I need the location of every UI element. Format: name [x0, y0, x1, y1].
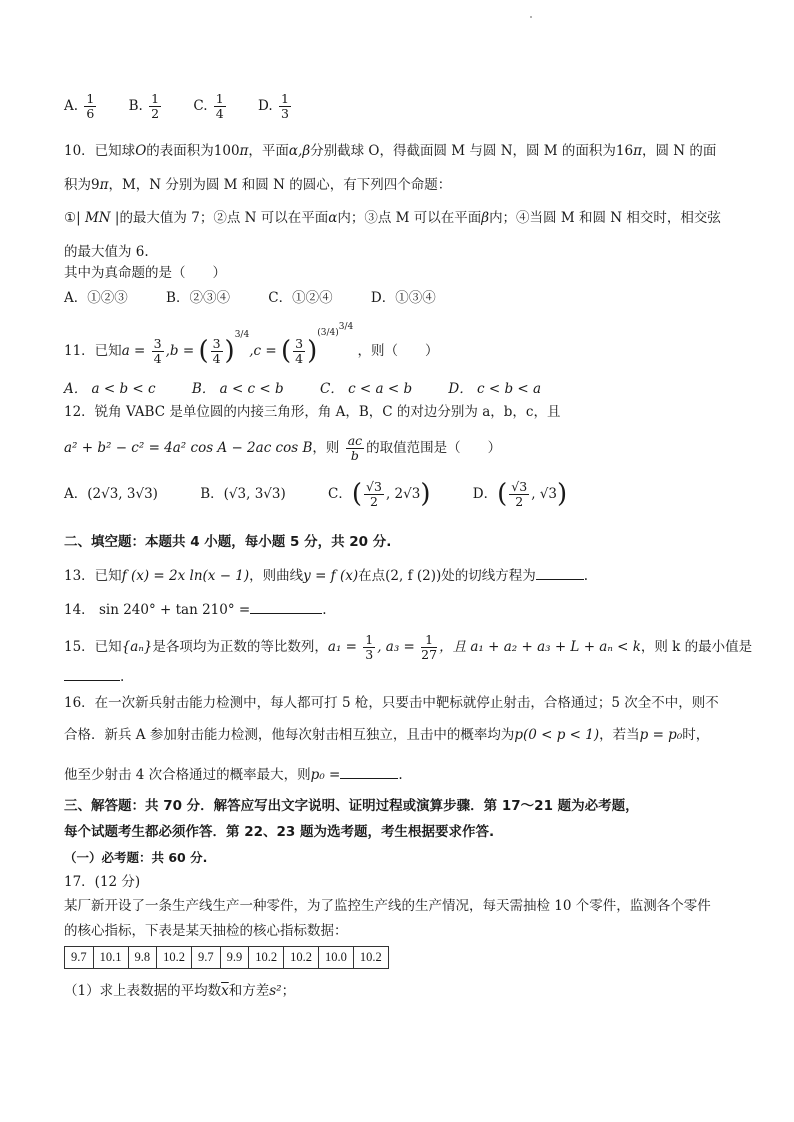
q9-option-c-label: C.	[193, 97, 208, 114]
q16-answer-blank	[340, 766, 398, 779]
section-3-heading-2: 每个试题考生都必须作答．第 22、23 题为选考题，考生根据要求作答.	[64, 824, 495, 840]
q12-option-b: B．(√3, 3√3)	[200, 485, 286, 502]
q12-line-1: 12．锐角 VABC 是单位圆的内接三角形，角 A，B，C 的对边分别为 a，b，c，且	[64, 404, 561, 420]
q10-option-b: B．②③④	[166, 290, 230, 306]
q17-line-1: 某厂新开设了一条生产线生产一种零件，为了监控生产线的生产情况，每天需抽检 10 个零件，监测各个零件	[64, 898, 711, 914]
q17-header: 17．(12 分)	[64, 874, 141, 890]
q14-answer-blank	[250, 601, 322, 614]
q10-line-2: 积为9π，M，N 分别为圆 M 和圆 N 的圆心，有下列四个命题：	[64, 177, 452, 193]
q12-options	[64, 480, 593, 509]
q9-option-d-frac: $\frac{1}{3}$	[280, 91, 289, 121]
q15-answer-blank	[64, 668, 120, 681]
q15-stem: 15．已知{aₙ}是各项均为正数的等比数列，a₁ = $\frac{1}{3}$ , a₃ = $\frac{1}{27}$ ，且 a₁ + a₂ + a₃ + L + aₙ < k，则 k 的最小值是	[64, 632, 753, 662]
q16-line-3: 他至少射击 4 次合格通过的概率最大，则p₀ = .	[64, 767, 403, 783]
scan-speck	[530, 16, 532, 18]
q9-option-b-frac: $\frac{1}{2}$	[151, 91, 160, 121]
q12-line-2: a² + b² − c² = 4a² cos A − 2ac cos B，则 $\frac{ac}{b}$ 的取值范围是（ ）	[64, 433, 502, 463]
q16-line-1: 16．在一次新兵射击能力检测中，每人都可打 5 枪，只要击中靶标就停止射击，合格通过；5 次全不中，则不	[64, 695, 719, 711]
q9-options	[64, 92, 319, 121]
q10-option-c: C．①②④	[268, 290, 333, 306]
q11-option-d: D． c < b < a	[448, 381, 542, 397]
q17-line-2: 的核心指标，下表是某天抽检的核心指标数据：	[64, 923, 348, 939]
q15-answer-line: .	[64, 668, 124, 685]
q16-line-2: 合格．新兵 A 参加射击能力检测，他每次射击相互独立，且击中的概率均为p(0 < p < 1)，若当p = p₀时，	[64, 727, 710, 743]
q12-option-c: C．( $\frac{√3}{2}$ , 2√3)	[328, 479, 431, 510]
section-3-heading-1: 三、解答题：共 70 分．解答应写出文字说明、证明过程或演算步骤．第 17～21 题为必考题，	[64, 798, 639, 814]
q9-option-a-frac: $\frac{1}{6}$	[86, 91, 95, 121]
q12-option-a: A．(2√3, 3√3)	[64, 485, 158, 502]
q11-stem: 11．已知a = $\frac{3}{4}$ ,b = ( $\frac{3}{4}$ )$^{3/4}$,c = ( $\frac{3}{4}$ )$^{(3/4)3/4}$ ，则（ ）	[64, 322, 439, 367]
q9-option-c-frac: $\frac{1}{4}$	[215, 91, 224, 121]
table-cell: 10.2	[353, 947, 388, 969]
q11-option-a: A． a < b < c	[64, 381, 156, 397]
table-cell: 10.2	[157, 947, 192, 969]
section-3-subheading: （一）必考题：共 60 分.	[64, 850, 208, 865]
q11-option-c: C． c < a < b	[319, 381, 413, 397]
q11-option-b: B． a < c < b	[191, 381, 284, 397]
q10-line-3: ①| MN |的最大值为 7；②点 N 可以在平面α内；③点 M 可以在平面β内；④当圆 M 和圆 N 相交时，相交弦	[64, 210, 721, 226]
q13-stem: 13．已知f (x) = 2x ln(x − 1)，则曲线y = f (x)在点(2, f (2))处的切线方程为 .	[64, 568, 589, 584]
table-cell: 10.2	[249, 947, 284, 969]
table-cell: 10.0	[319, 947, 354, 969]
q10-line-5: 其中为真命题的是（ ）	[64, 265, 226, 281]
q9-option-a-label: A.	[64, 97, 79, 114]
section-2-heading: 二、填空题：本题共 4 小题，每小题 5 分，共 20 分.	[64, 534, 392, 550]
q14-stem: 14． sin 240° + tan 210° = .	[64, 602, 327, 618]
q10-line-4: 的最大值为 6.	[64, 244, 149, 260]
q10-line-1: 10．已知球O的表面积为100π，平面α,β分别截球 O，得截面圆 M 与圆 N，圆 M 的面积为16π，圆 N 的面	[64, 143, 717, 159]
table-cell: 9.9	[220, 947, 249, 969]
table-row	[65, 947, 389, 969]
q10-option-d: D．①③④	[370, 290, 436, 306]
table-cell: 9.7	[192, 947, 221, 969]
q12-option-d: D．( $\frac{√3}{2}$ , √3)	[472, 479, 568, 510]
q9-option-b-label: B.	[128, 97, 143, 114]
table-cell: 9.7	[65, 947, 94, 969]
q13-answer-blank	[536, 567, 584, 580]
table-cell: 10.2	[284, 947, 319, 969]
q17-data-table	[64, 946, 389, 969]
q9-option-d-label: D.	[258, 97, 273, 114]
table-cell: 10.1	[93, 947, 128, 969]
q10-options	[64, 292, 470, 306]
q17-subquestion-1: （1）求上表数据的平均数$\overline{x}$和方差s²；	[64, 983, 296, 999]
q10-option-a: A．①②③	[64, 290, 128, 306]
table-cell: 9.8	[128, 947, 157, 969]
q11-options	[64, 383, 573, 397]
